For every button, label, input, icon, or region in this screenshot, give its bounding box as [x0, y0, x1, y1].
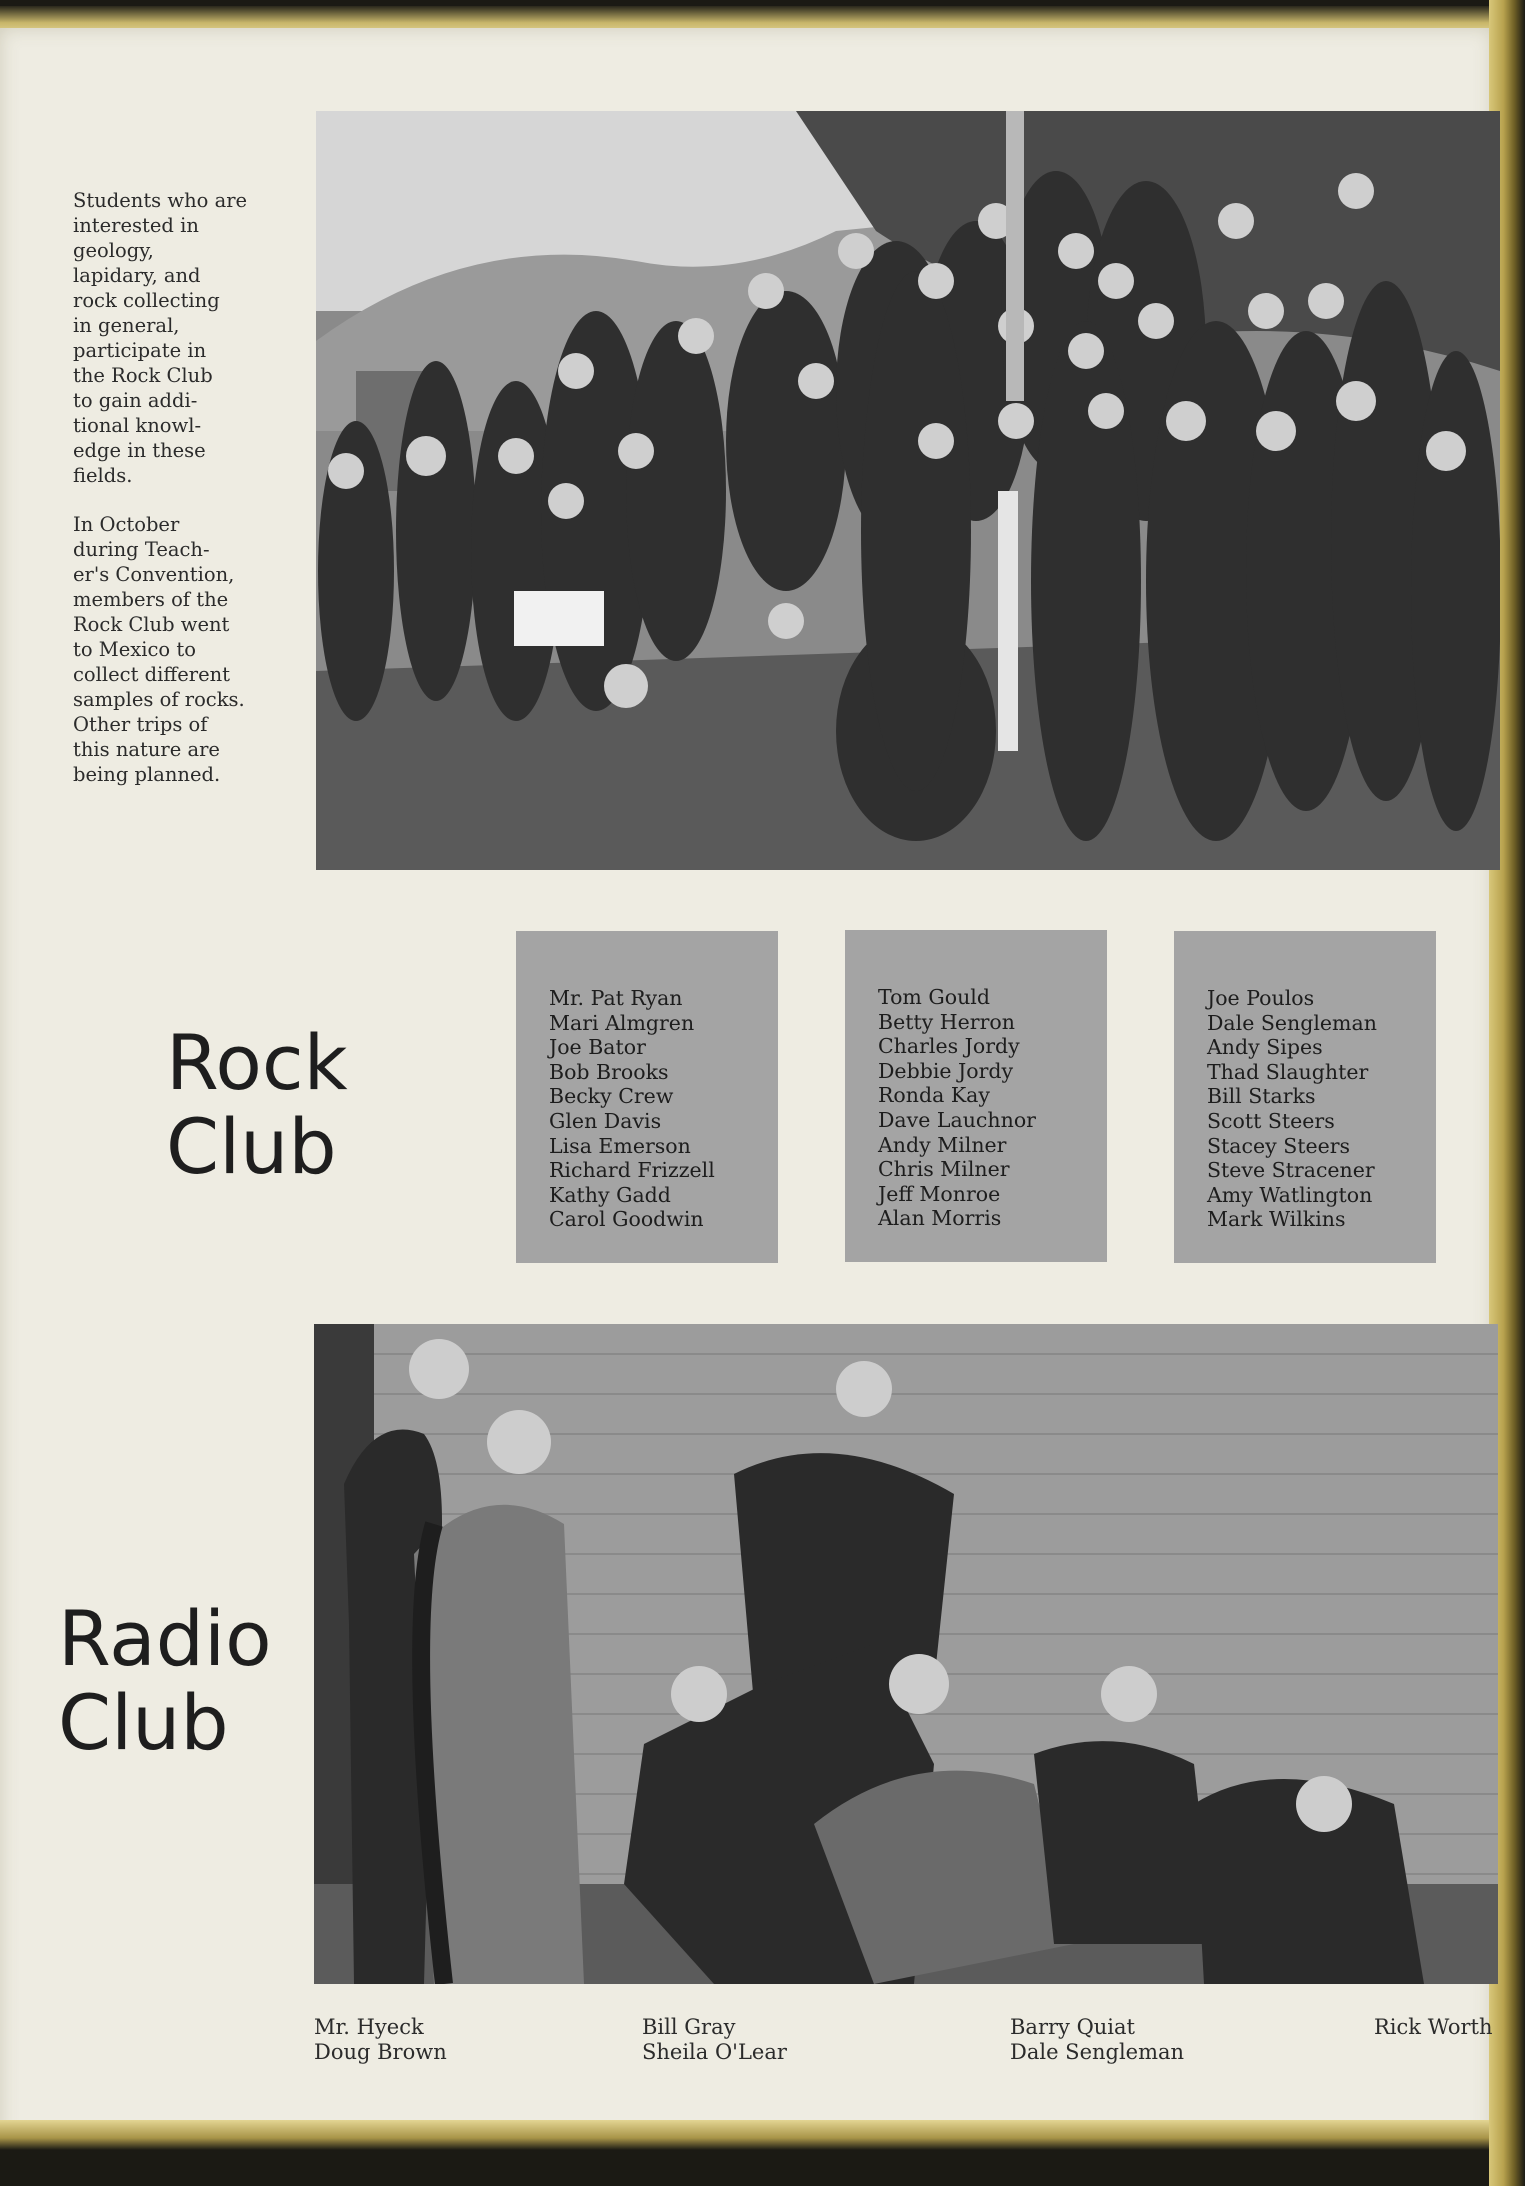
- rock-club-roster-column-3: [1174, 931, 1436, 1263]
- caption-name: Doug Brown: [314, 2040, 447, 2064]
- roster-name: Glen Davis: [549, 1108, 662, 1133]
- caption-name: Mr. Hyeck: [314, 2015, 424, 2039]
- caption-name: Dale Sengleman: [1010, 2040, 1185, 2064]
- roster-name: Carol Goodwin: [549, 1207, 704, 1232]
- caption-name: Barry Quiat: [1010, 2015, 1135, 2039]
- rock-club-title: [166, 1018, 348, 1191]
- roster-name: Chris Milner: [878, 1157, 1010, 1182]
- roster-name: Becky Crew: [549, 1084, 674, 1109]
- roster-name: Stacey Steers: [1207, 1133, 1351, 1158]
- roster-name: Alan Morris: [878, 1206, 1002, 1231]
- radio-club-title-line-2: Club: [58, 1678, 229, 1767]
- rock-club-roster-column-2: [845, 930, 1107, 1262]
- page-bottom-edge: [0, 2120, 1525, 2150]
- roster-name: Jeff Monroe: [878, 1181, 1001, 1206]
- roster-name: Debbie Jordy: [878, 1058, 1014, 1083]
- radio-club-caption-3: [1010, 2015, 1184, 2065]
- roster-name: Richard Frizzell: [549, 1158, 715, 1183]
- rock-club-title-line-1: Rock: [166, 1018, 348, 1107]
- roster-name: Dale Sengleman: [1207, 1010, 1377, 1035]
- radio-club-caption-4: [1374, 2015, 1493, 2040]
- radio-club-title: [58, 1594, 272, 1767]
- caption-name: Sheila O'Lear: [642, 2040, 787, 2064]
- rock-club-intro: [73, 188, 273, 811]
- roster-name: Mr. Pat Ryan: [549, 986, 683, 1010]
- rock-club-title-line-2: Club: [166, 1102, 337, 1191]
- roster-name: Joe Bator: [549, 1035, 646, 1060]
- roster-name: Charles Jordy: [878, 1034, 1020, 1059]
- roster-name: Andy Milner: [878, 1132, 1007, 1157]
- roster-name: Mari Almgren: [549, 1010, 695, 1035]
- roster-name: Mark Wilkins: [1207, 1207, 1346, 1232]
- roster-name: Joe Poulos: [1207, 986, 1315, 1010]
- rock-club-roster-column-1: [516, 931, 778, 1263]
- roster-name: Betty Herron: [878, 1009, 1015, 1034]
- roster-name: Tom Gould: [878, 985, 990, 1009]
- roster-name: Steve Stracener: [1207, 1158, 1375, 1183]
- roster-name: Amy Watlington: [1207, 1182, 1373, 1207]
- roster-name: Andy Sipes: [1207, 1035, 1323, 1060]
- intro-paragraph-2: In October during Teach- er's Convention, members of the Rock Club went to Mexico to collect different samples of rocks. Other trips of this nature are being planned.: [73, 513, 245, 786]
- rock-club-group-photo: [316, 111, 1500, 870]
- radio-club-caption-1: [314, 2015, 447, 2065]
- radio-club-caption-2: [642, 2015, 787, 2065]
- roster-name: Kathy Gadd: [549, 1182, 671, 1207]
- radio-club-group-photo: [314, 1324, 1498, 1984]
- roster-name: Scott Steers: [1207, 1108, 1335, 1133]
- roster-name: Lisa Emerson: [549, 1133, 691, 1158]
- radio-club-title-line-1: Radio: [58, 1594, 272, 1683]
- roster-name: Bob Brooks: [549, 1059, 669, 1084]
- intro-paragraph-1: Students who are interested in geology, lapidary, and rock collecting in general, participate in the Rock Club to gain addi- tional knowl- edge in these fields.: [73, 189, 248, 487]
- roster-name: Bill Starks: [1207, 1084, 1316, 1109]
- roster-name: Dave Lauchnor: [878, 1107, 1036, 1132]
- caption-name: Bill Gray: [642, 2015, 736, 2039]
- roster-name: Thad Slaughter: [1207, 1059, 1369, 1084]
- roster-name: Ronda Kay: [878, 1083, 990, 1108]
- caption-name: Rick Worth: [1374, 2015, 1493, 2039]
